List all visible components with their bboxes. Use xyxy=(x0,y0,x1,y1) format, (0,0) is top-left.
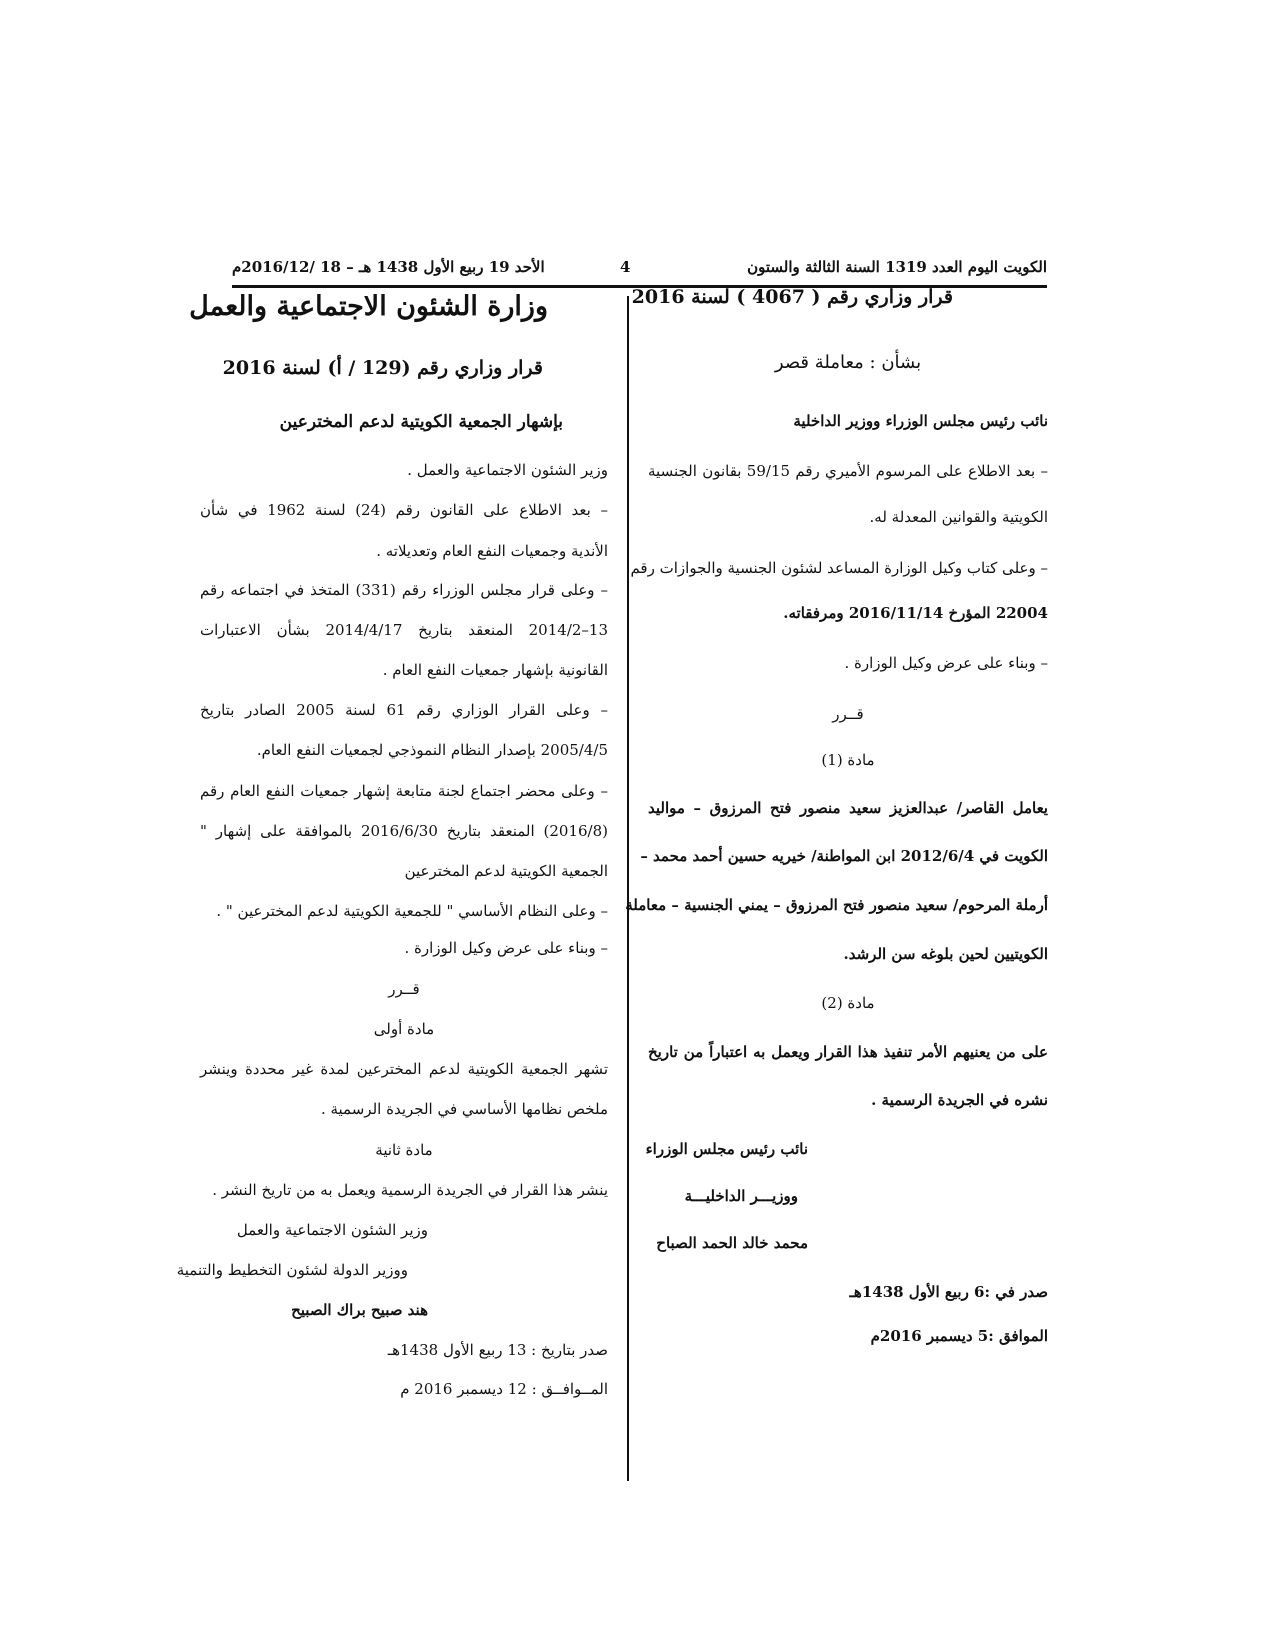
preamble-line: – وعلى النظام الأساسي " للجمعية الكويتية لدعم المخترعين " . xyxy=(216,902,608,920)
article-title: مادة (1) xyxy=(821,751,875,769)
signature-title: ووزيـــر الداخليـــة xyxy=(684,1187,798,1205)
issuer: نائب رئيس مجلس الوزراء ووزير الداخلية xyxy=(793,412,1048,430)
preamble-line: 13–2014/2 المنعقد بتاريخ 2014/4/17 بشأن الاعتبارات xyxy=(200,621,609,639)
article-line: يعامل القاصر/ عبدالعزيز سعيد منصور فتح المرزوق – مواليد xyxy=(648,799,1048,817)
preamble-line: – وبناء على عرض وكيل الوزارة . xyxy=(404,939,608,957)
decision-title: قرار وزاري رقم ( 4067 ) لسنة 2016 xyxy=(631,286,953,308)
preamble-line: (2016/8) المنعقد بتاريخ 2016/6/30 بالموافقة على إشهار " xyxy=(200,822,608,840)
decision-title: قرار وزاري رقم (129 / أ) لسنة 2016 xyxy=(222,357,543,379)
preamble-line: 22004 المؤرخ 2016/11/14 ومرفقاته. xyxy=(783,604,1048,622)
decision-subject: بإشهار الجمعية الكويتية لدعم المخترعين xyxy=(279,412,563,432)
preamble-line: الكويتية والقوانين المعدلة له. xyxy=(869,508,1048,526)
preamble-line: – وعلى القرار الوزاري رقم 61 لسنة 2005 الصادر بتاريخ xyxy=(200,701,609,719)
article-line: الكويتيين لحين بلوغه سن الرشد. xyxy=(843,945,1048,963)
preamble-line: الأندية وجمعيات النفع العام وتعديلاته . xyxy=(376,542,608,560)
signature-title: نائب رئيس مجلس الوزراء xyxy=(645,1140,808,1158)
signature-name: هند صبيح براك الصبيح xyxy=(291,1301,428,1319)
article-line: تشهر الجمعية الكويتية لدعم المخترعين لمدة غير محددة وينشر xyxy=(200,1060,608,1078)
signature-title: وزير الشئون الاجتماعية والعمل xyxy=(236,1221,428,1239)
preamble-line: – بعد الاطلاع على القانون رقم (24) لسنة 1962 في شأن xyxy=(200,501,608,519)
article-title: مادة ثانية xyxy=(375,1141,433,1159)
column-divider xyxy=(627,296,629,1481)
corresponding-date: الموافق :5 ديسمبر 2016م xyxy=(870,1327,1048,1345)
preamble-line: الجمعية الكويتية لدعم المخترعين xyxy=(404,862,608,880)
issued-date: صدر بتاريخ : 13 ربيع الأول 1438هـ xyxy=(387,1341,608,1359)
ministry-title: وزارة الشئون الاجتماعية والعمل xyxy=(189,291,548,322)
signature-title: ووزير الدولة لشئون التخطيط والتنمية xyxy=(176,1261,408,1279)
preamble-line: – وبناء على عرض وكيل الوزارة . xyxy=(844,654,1048,672)
issued-date: صدر في :6 ربيع الأول 1438هـ xyxy=(849,1283,1048,1301)
preamble-line: – وعلى قرار مجلس الوزراء رقم (331) المتخذ في اجتماعه رقم xyxy=(200,581,608,599)
preamble-line: 2005/4/5 بإصدار النظام النموذجي لجمعيات النفع العام. xyxy=(256,741,608,759)
decided-label: قــرر xyxy=(388,980,420,998)
decided-label: قــرر xyxy=(832,705,864,723)
preamble-line: القانونية بإشهار جمعيات النفع العام . xyxy=(382,661,608,679)
header-date: الأحد 19 ربيع الأول 1438 هـ – 18 /2016/12م xyxy=(232,258,545,276)
page-number: 4 xyxy=(620,258,631,276)
article-line: أرملة المرحوم/ سعيد منصور فتح المرزوق – يمني الجنسية – معاملة xyxy=(625,896,1048,914)
article-line: ملخص نظامها الأساسي في الجريدة الرسمية . xyxy=(320,1100,608,1118)
article-line: على من يعنيهم الأمر تنفيذ هذا القرار ويعمل به اعتباراً من تاريخ xyxy=(648,1043,1048,1061)
article-title: مادة (2) xyxy=(821,994,875,1012)
signature-name: محمد خالد الحمد الصباح xyxy=(656,1234,808,1252)
article-line: الكويت في 2012/6/4 ابن المواطنة/ خيريه حسين أحمد محمد – xyxy=(640,847,1048,865)
decision-subject: بشأن : معاملة قصر xyxy=(774,352,922,373)
preamble-line: – بعد الاطلاع على المرسوم الأميري رقم 59/15 بقانون الجنسية xyxy=(648,462,1048,480)
preamble-line: – وعلى كتاب وكيل الوزارة المساعد لشئون الجنسية والجوازات رقم xyxy=(630,559,1048,577)
article-title: مادة أولى xyxy=(373,1020,435,1038)
article-line: نشره في الجريدة الرسمية . xyxy=(871,1091,1048,1109)
corresponding-date: المــوافــق : 12 ديسمبر 2016 م xyxy=(400,1380,608,1398)
article-line: ينشر هذا القرار في الجريدة الرسمية ويعمل به من تاريخ النشر . xyxy=(212,1181,608,1199)
header-issue: الكويت اليوم العدد 1319 السنة الثالثة والستون xyxy=(747,258,1047,276)
issuer: وزير الشئون الاجتماعية والعمل . xyxy=(407,461,608,479)
preamble-line: – وعلى محضر اجتماع لجنة متابعة إشهار جمعيات النفع العام رقم xyxy=(200,782,608,800)
page-header xyxy=(232,258,1047,284)
